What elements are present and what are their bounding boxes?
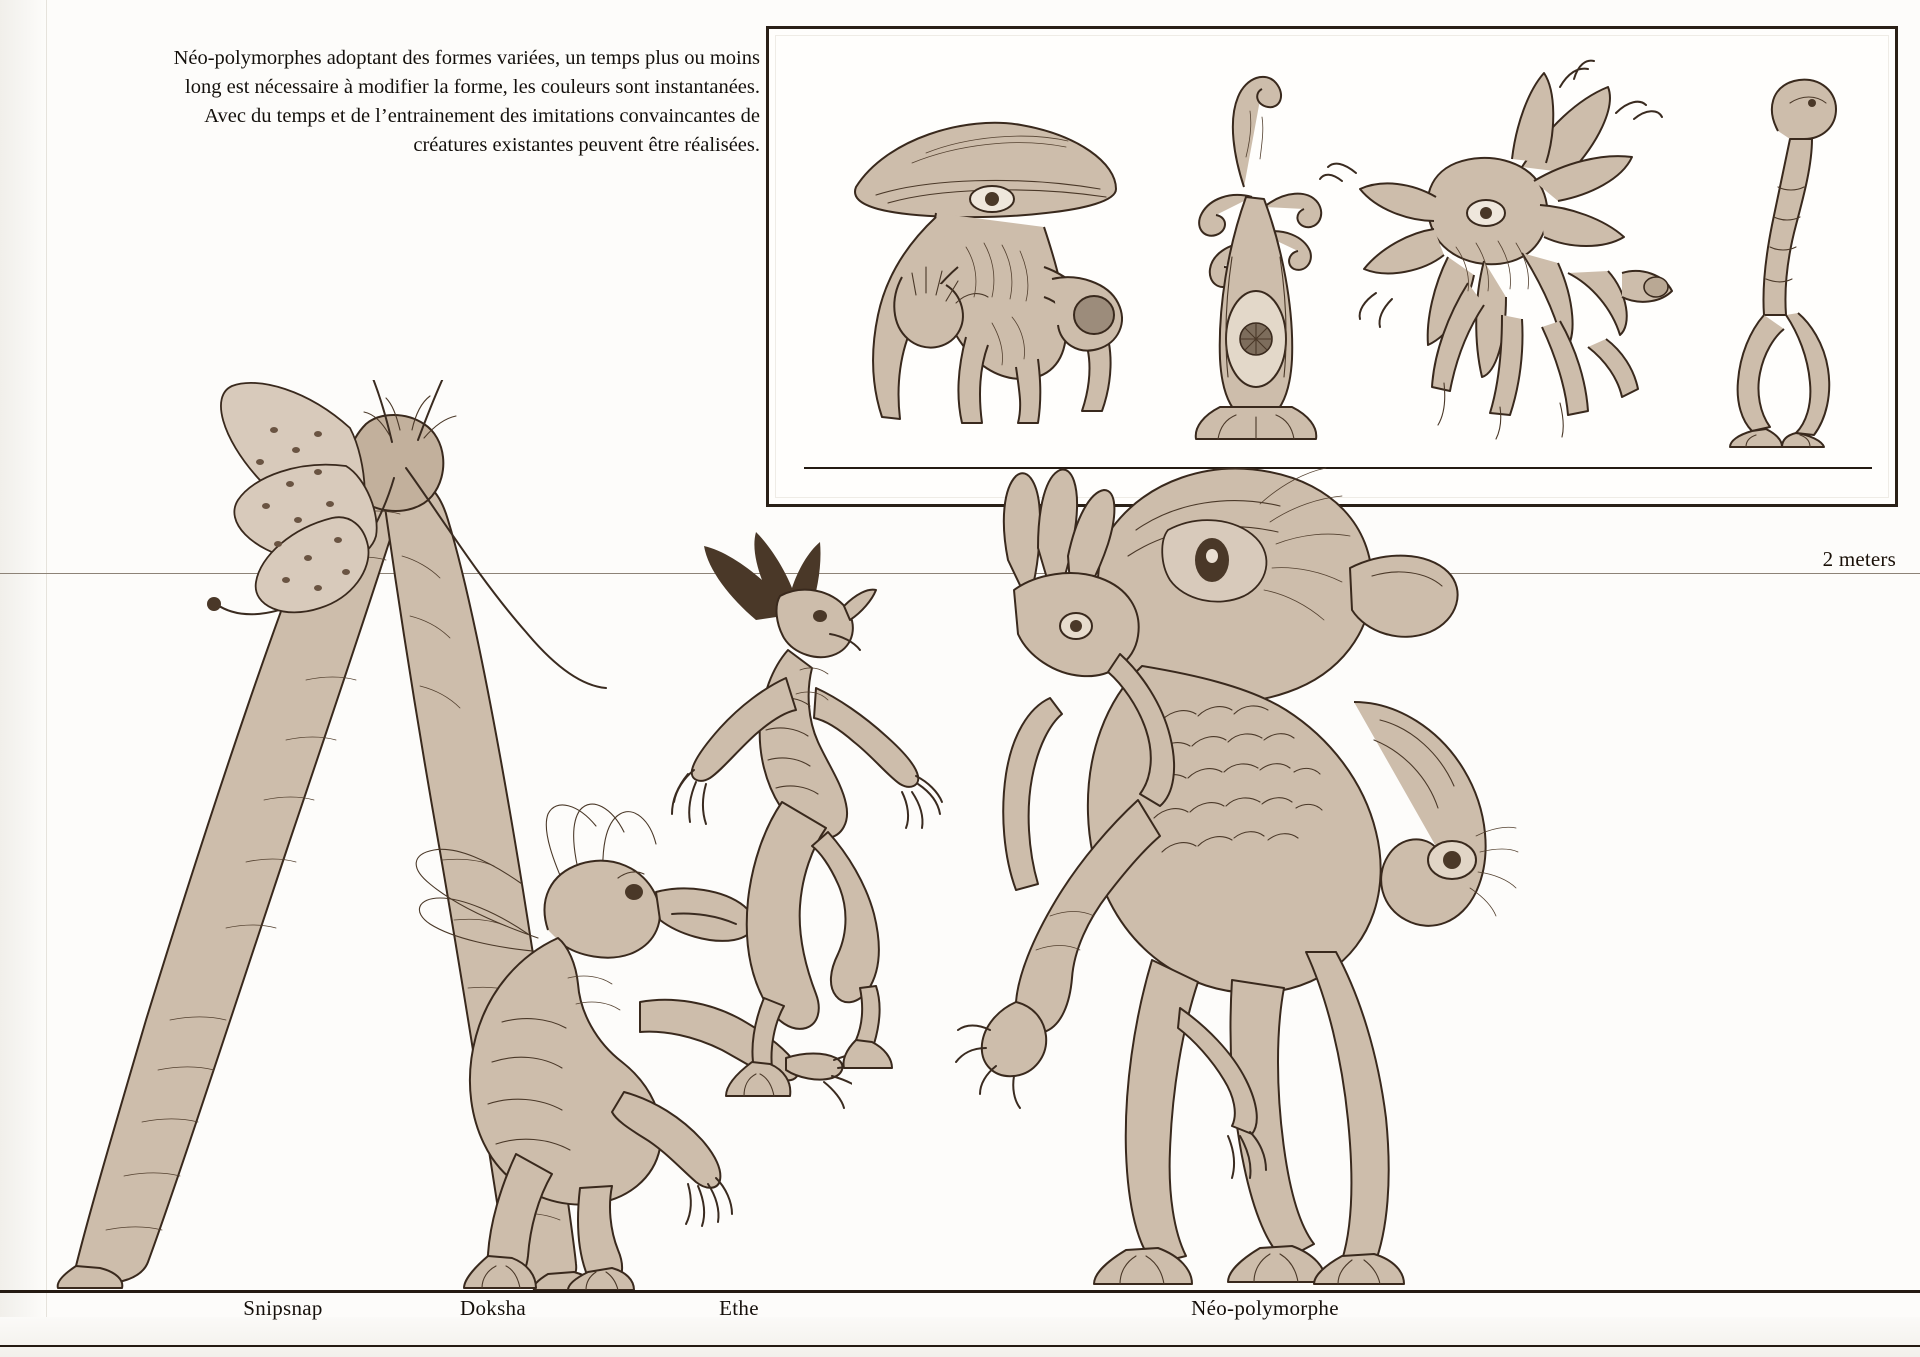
plate-caption [150,44,760,160]
label-snipsnap: Snipsnap [243,1296,323,1320]
label-doksha: Doksha [460,1296,526,1320]
label-underline [0,1345,1920,1347]
creature-name-labels [0,1296,1920,1344]
caption-text: Néo-polymorphes adoptant des formes variées, un temps plus ou moins long est nécessaire à modifier la forme, les couleurs sont instantanées. Avec du temps et de l’entrainement des imitations convaincantes de créatures existantes peuvent être réalisées. [173,47,760,157]
label-ethe: Ethe [719,1296,759,1320]
scale-label: 2 meters [1822,547,1896,571]
ground-line [0,1290,1920,1293]
label-neo-polymorphe: Néo-polymorphe [1191,1296,1339,1320]
creature-figure-neo-polymorphe [880,380,1520,1292]
creature-lineup [0,380,1920,1292]
